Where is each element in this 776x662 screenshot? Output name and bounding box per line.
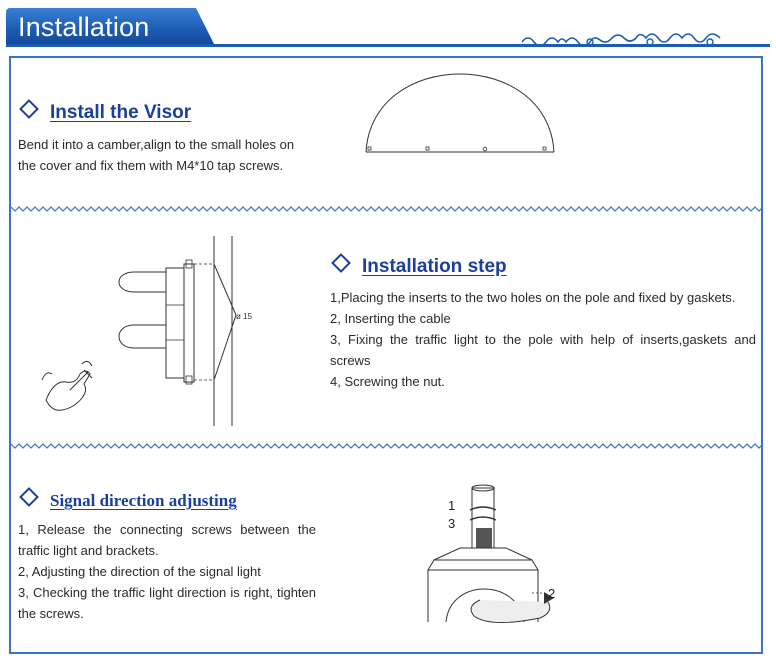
section-text-signal-direction	[18, 519, 316, 624]
page-header	[0, 0, 776, 52]
text-line: 1,Placing the inserts to the two holes on the pole and fixed by gaskets.	[330, 290, 736, 305]
section-divider	[11, 442, 761, 450]
text-line: 2, Adjusting the direction of the signal light	[18, 564, 261, 579]
text-line: 2, Inserting the cable	[330, 311, 451, 326]
text-line: 1, Release the connecting screws between the traffic light and brackets.	[18, 522, 316, 558]
diamond-bullet-icon	[19, 99, 39, 119]
text-line: 3, Checking the traffic light direction is right, tighten the screws.	[18, 585, 316, 621]
decorative-ornament	[520, 33, 770, 49]
section-text-visor	[18, 134, 318, 176]
installation-diagram	[36, 230, 286, 440]
text-line: Bend it into a camber,align to the small holes on	[18, 137, 295, 152]
diameter-label: ø 15	[236, 312, 253, 321]
step-label: 3	[448, 516, 456, 531]
text-line: 4, Screwing the nut.	[330, 374, 445, 389]
section-divider	[11, 205, 761, 213]
visor-diagram	[360, 70, 560, 162]
section-title-visor: Install the Visor	[22, 102, 191, 124]
step-label: 1	[448, 498, 456, 513]
direction-diagram	[420, 482, 570, 632]
text-line: 3, Fixing the traffic light to the pole with help of inserts,gaskets and screws	[330, 332, 756, 368]
diamond-bullet-icon	[19, 487, 39, 507]
section-title-installation-step: Installation step	[334, 256, 507, 278]
page-title: Installation	[18, 12, 150, 42]
text-line: the cover and fix them with M4*10 tap screws.	[18, 158, 284, 173]
section-title-signal-direction: Signal direction adjusting	[22, 490, 237, 511]
diamond-bullet-icon	[331, 253, 351, 273]
step-label: 2	[548, 586, 556, 601]
section-text-installation-step	[330, 287, 756, 392]
